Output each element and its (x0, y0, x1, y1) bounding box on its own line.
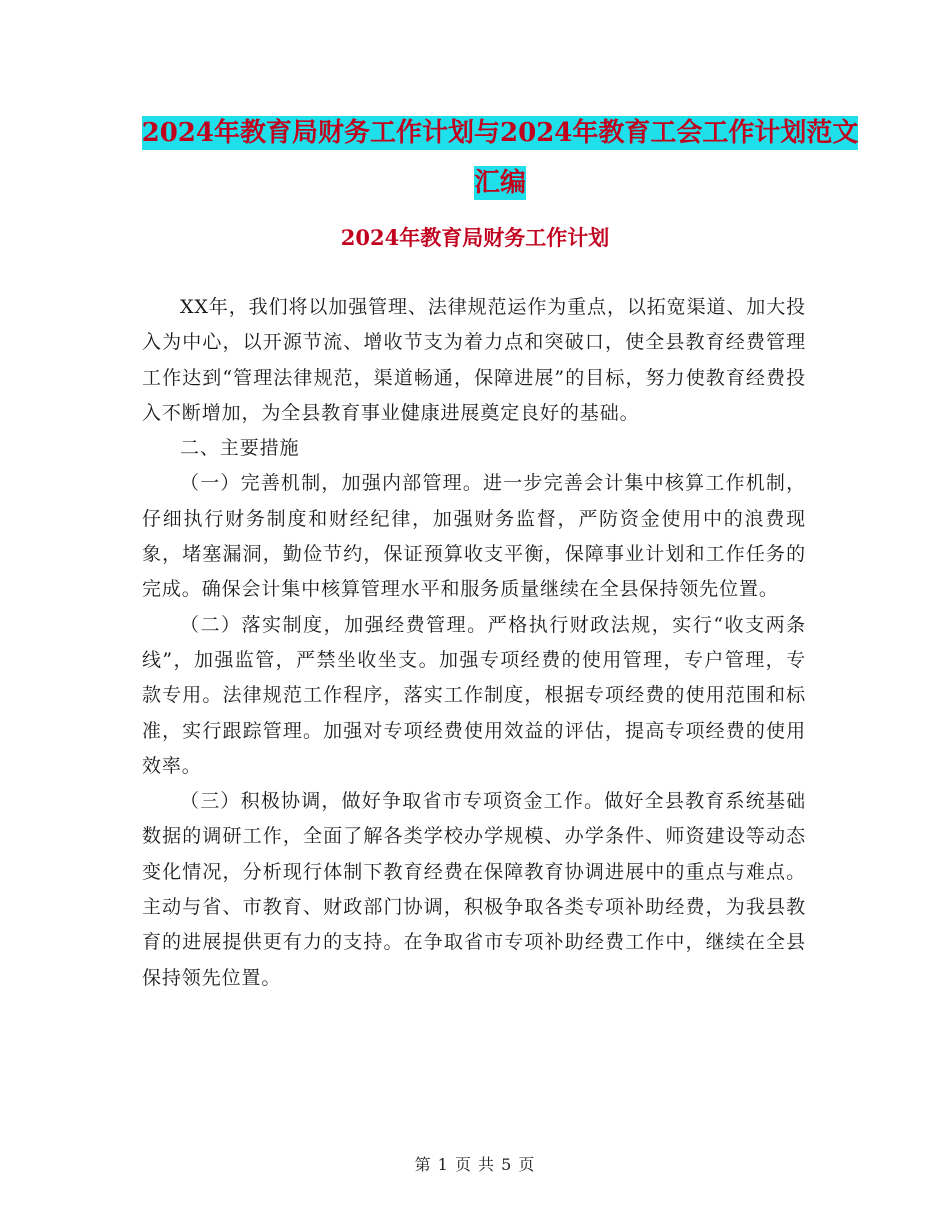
paragraph-measure-2: （二）落实制度，加强经费管理。严格执行财政法规，实行“收支两条线”，加强监管，严禁坐收坐支。加强专项经费的使用管理，专户管理，专款专用。法律规范工作程序，落实工作制度，根据专项经费的使用范围和标准，实行跟踪管理。加强对专项经费使用效益的评估，提高专项经费的使用效率。 (142, 613, 806, 777)
document-title-text: 2024年教育局财务工作计划与2024年教育工会工作计划范文汇编 (141, 118, 859, 198)
paragraph-measure-3: （三）积极协调，做好争取省市专项资金工作。做好全县教育系统基础数据的调研工作，全面了解各类学校办学规模、办学条件、师资建设等动态变化情况，分析现行体制下教育经费在保障教育协调进展中的重点与难点。主动与省、市教育、财政部门协调，积极争取各类专项补助经费，为我县教育的进展提供更有力的支持。在争取省市专项补助经费工作中，继续在全县保持领先位置。 (142, 790, 806, 989)
paragraph-measure-1: （一）完善机制，加强内部管理。进一步完善会计集中核算工作机制，仔细执行财务制度和财经纪律，加强财务监督，严防资金使用中的浪费现象，堵塞漏洞，勤俭节约，保证预算收支平衡，保障事业计划和工作任务的完成。确保会计集中核算管理水平和服务质量继续在全县保持领先位置。 (142, 472, 806, 601)
section-title: 2024年教育局财务工作计划 (340, 225, 610, 250)
document-title (140, 108, 860, 208)
page-footer: 第 1 页 共 5 页 (414, 1155, 536, 1174)
paragraph-heading-measures: 二、主要措施 (180, 437, 300, 460)
paragraph-intro: XX年，我们将以加强管理、法律规范运作为重点，以拓宽渠道、加大投入为中心，以开源节流、增收节支为着力点和突破口，使全县教育经费管理工作达到“管理法律规范，渠道畅通，保障进展”的目标，努力使教育经费投入不断增加，为全县教育事业健康进展奠定良好的基础。 (142, 296, 806, 424)
document-body (142, 290, 806, 996)
